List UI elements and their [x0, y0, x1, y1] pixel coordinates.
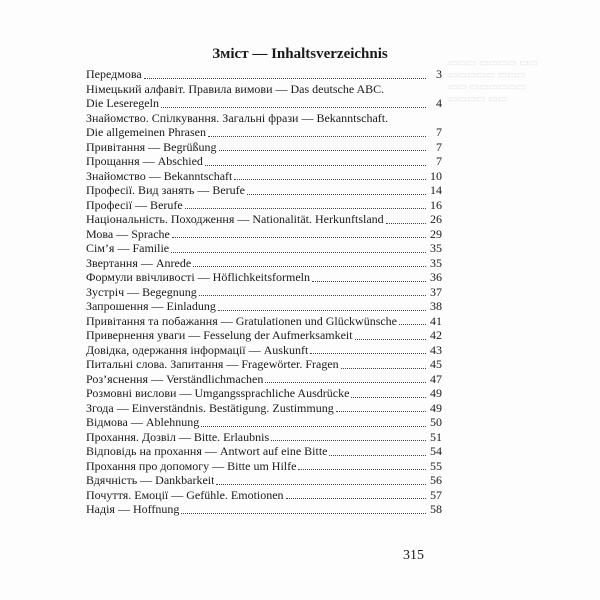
toc-entry-page: 45	[430, 357, 442, 371]
toc-entry	[86, 328, 442, 343]
toc-entry-title: Питальні слова. Запитання — Fragewörter. Fragen	[86, 357, 339, 371]
dot-leader	[181, 513, 426, 514]
dot-leader	[298, 469, 426, 470]
dot-leader	[286, 498, 426, 499]
toc-entry	[86, 502, 442, 517]
page-number: 315	[403, 548, 424, 563]
toc-entry	[86, 256, 442, 271]
dot-leader	[247, 194, 426, 195]
dot-leader	[208, 136, 426, 137]
toc-entry-title: Професії. Вид занять — Berufe	[86, 183, 245, 197]
toc-entry	[86, 285, 442, 300]
toc-entry	[86, 372, 442, 387]
dot-leader	[271, 440, 426, 441]
toc-entry-page: 43	[430, 342, 442, 357]
toc-entry	[86, 357, 442, 372]
toc-entry-page: 4	[436, 96, 442, 110]
toc-entry	[86, 212, 442, 227]
toc-entry-page: 7	[436, 154, 442, 168]
toc-entry-title: Знайомство. Спілкування. Загальні фрази — Bekanntschaft.	[86, 110, 389, 125]
toc-entry	[86, 386, 442, 401]
page-title: Зміст — Inhaltsverzeichnis	[212, 46, 388, 62]
toc-entry	[86, 198, 442, 213]
toc-entry-page: 49	[430, 400, 442, 415]
dot-leader	[219, 150, 427, 151]
toc-entry	[86, 488, 442, 503]
dot-leader	[234, 179, 426, 180]
toc-entry	[86, 154, 442, 169]
toc-entry	[86, 401, 442, 416]
dot-leader	[341, 368, 426, 369]
toc-entry-title: Зустріч — Begegnung	[86, 284, 197, 299]
dot-leader	[312, 281, 426, 282]
toc-entry-title: Почуття. Емоції — Gefühle. Emotionen	[86, 487, 284, 502]
dot-leader	[218, 310, 426, 311]
toc-entry-title: Відповідь на прохання — Antwort auf eine Bitte	[86, 444, 328, 458]
dot-leader	[216, 484, 426, 485]
dot-leader	[336, 411, 426, 412]
toc-entry-page: 58	[430, 502, 442, 516]
toc-entry-title: Привітання та побажання — Gratulationen und Glückwünsche	[86, 313, 398, 328]
toc-entry-page: 35	[430, 241, 442, 255]
toc-entry-title: Сім’я — Familie	[86, 241, 170, 255]
toc-entry-page: 49	[430, 386, 442, 400]
toc-entry-title: Привітання — Begrüßung	[86, 139, 217, 154]
toc-entry-title: Роз’яснення — Verständlichmachen	[86, 371, 264, 386]
toc-entry	[86, 430, 442, 445]
toc-entry-page: 42	[430, 328, 442, 342]
toc-entry-title: Die Leseregeln	[86, 96, 159, 110]
dot-leader	[201, 426, 426, 427]
toc-entry-title: Національність. Походження — Nationalität. Herkunftsland	[86, 212, 384, 226]
toc-entry-title: Знайомство — Bekanntschaft	[86, 168, 233, 183]
toc-entry	[86, 96, 442, 111]
toc-entry	[86, 169, 442, 184]
dot-leader	[355, 339, 426, 340]
toc-entry	[86, 67, 442, 82]
toc-entry	[86, 343, 442, 358]
toc-entry-title: Прощання — Abschied	[86, 154, 203, 168]
toc-entry-page: 16	[430, 197, 442, 212]
dot-leader	[185, 208, 426, 209]
toc-entry	[86, 227, 442, 242]
dot-leader	[144, 78, 426, 79]
toc-entry-title: Професії — Berufe	[86, 197, 183, 212]
toc-entry	[86, 183, 442, 198]
toc-entry-title: Німецький алфавіт. Правила вимови — Das deutsche ABC.	[86, 81, 385, 96]
toc-entry	[86, 444, 442, 459]
toc-entry	[86, 299, 442, 314]
show-through-text: ▭▭▭ ▭▭▭▭ ▭▭ ▭▭▭▭▭ ▭▭▭ ▭▭ ▭▭▭▭▭▭ ▭▭▭▭ ▭▭	[448, 58, 539, 105]
toc-entry-title: Привернення уваги — Fesselung der Aufmerksamkeit	[86, 328, 353, 342]
dot-leader	[351, 397, 426, 398]
toc-entry	[86, 241, 442, 256]
toc-entry	[86, 459, 442, 474]
toc-entry	[86, 473, 442, 488]
toc-entry-page: 57	[430, 487, 442, 502]
toc-entry-page: 3	[436, 67, 442, 81]
toc-entry	[86, 125, 442, 140]
toc-entry-title: Die allgemeinen Phrasen	[86, 125, 206, 139]
dot-leader	[265, 382, 426, 383]
toc-entry-page: 56	[430, 473, 442, 487]
toc-entry	[86, 415, 442, 430]
dot-leader	[329, 455, 426, 456]
toc-entry-title: Вдячність — Dankbarkeit	[86, 473, 215, 487]
dot-leader	[193, 266, 426, 267]
dot-leader	[172, 237, 426, 238]
dot-leader	[310, 353, 426, 354]
toc-entry-title: Згода — Einverständnis. Bestätigung. Zustimmung	[86, 400, 334, 415]
toc-entry-page: 41	[430, 313, 442, 328]
toc-entry-title: Довідка, одержання інформації — Auskunft	[86, 342, 309, 357]
toc-entry-page: 51	[430, 429, 442, 444]
table-of-contents	[86, 67, 442, 517]
toc-entry-title: Надія — Hoffnung	[86, 502, 180, 516]
dot-leader	[199, 295, 426, 296]
toc-entry-title: Передмова	[86, 67, 142, 81]
toc-entry-page: 7	[436, 139, 442, 154]
toc-entry-page: 38	[430, 299, 442, 313]
toc-entry-page: 35	[430, 255, 442, 270]
toc-entry-page: 26	[430, 212, 442, 226]
toc-entry-page: 29	[430, 226, 442, 241]
toc-entry-page: 47	[430, 371, 442, 386]
toc-entry-title: Мова — Sprache	[86, 226, 170, 241]
toc-entry-page: 14	[430, 183, 442, 197]
toc-entry	[86, 314, 442, 329]
toc-entry-page: 54	[430, 444, 442, 458]
toc-entry-title: Запрошення — Einladung	[86, 299, 216, 313]
toc-entry-title: Прохання про допомогу — Bitte um Hilfe	[86, 458, 297, 473]
toc-entry-page: 50	[430, 415, 442, 429]
dot-leader	[399, 324, 426, 325]
dot-leader	[205, 165, 426, 166]
dot-leader	[386, 223, 426, 224]
toc-entry	[86, 140, 442, 155]
toc-entry	[86, 82, 442, 97]
toc-entry-title: Звертання — Anrede	[86, 255, 192, 270]
toc-entry-page: 7	[436, 125, 442, 139]
toc-entry-page: 37	[430, 284, 442, 299]
toc-entry-page: 55	[430, 458, 442, 473]
toc-entry-title: Розмовні вислови — Umgangssprachliche Ausdrücke	[86, 386, 350, 400]
toc-entry-title: Відмова — Ablehnung	[86, 415, 200, 429]
toc-entry-page: 10	[430, 168, 442, 183]
toc-entry-page: 36	[430, 270, 442, 284]
dot-leader	[171, 252, 426, 253]
toc-entry	[86, 111, 442, 126]
toc-entry-title: Прохання. Дозвіл — Bitte. Erlaubnis	[86, 429, 270, 444]
toc-entry	[86, 270, 442, 285]
dot-leader	[161, 107, 426, 108]
toc-entry-title: Формули ввічливості — Höflichkeitsformeln	[86, 270, 310, 284]
